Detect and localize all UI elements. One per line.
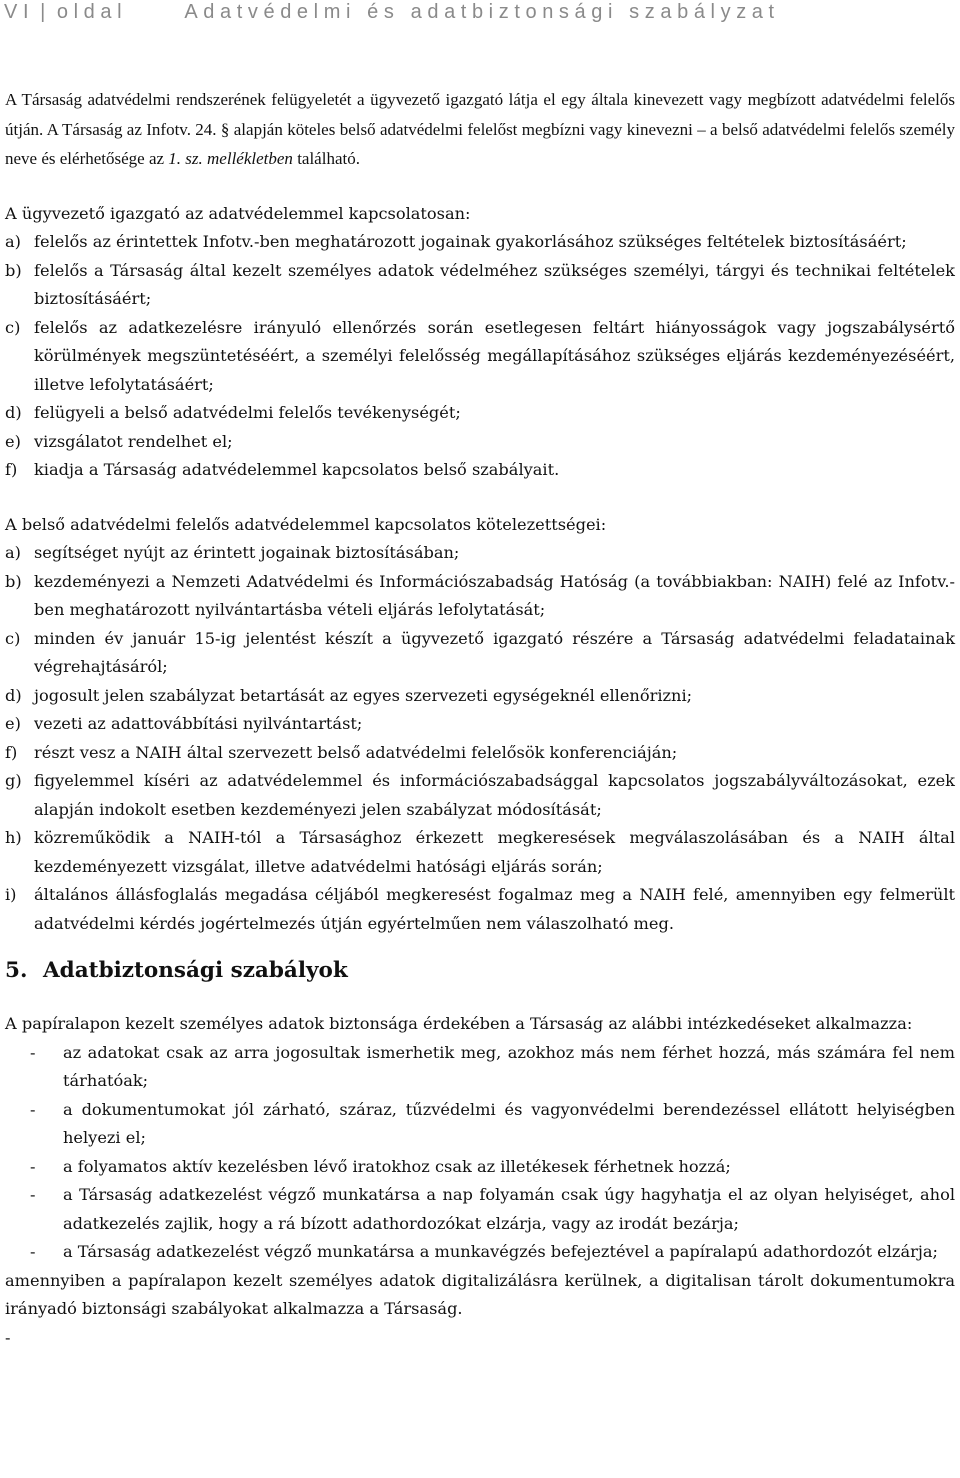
security-measure-item xyxy=(5,1238,955,1267)
list-item-text: vezeti az adattovábbítási nyilvántartást; xyxy=(34,714,363,733)
officer-duty-item xyxy=(5,710,955,739)
director-duty-item xyxy=(5,399,955,428)
bullet-dash: - xyxy=(30,1099,36,1119)
list-item-text: segítséget nyújt az érintett jogainak biztosításában; xyxy=(34,543,460,562)
bullet-text: az adatokat csak az arra jogosultak ismerhetik meg, azokhoz más nem férhet hozzá, más számára fel nem tárhatóak; xyxy=(63,1042,955,1090)
page-header xyxy=(4,0,956,24)
bullet-dash: - xyxy=(30,1156,36,1176)
security-measure-item xyxy=(5,1039,955,1096)
list-item-label: d) xyxy=(5,685,22,705)
list-item-label: e) xyxy=(5,431,21,451)
security-measure-item xyxy=(5,1153,955,1182)
section-closing: amennyiben a papíralapon kezelt személyes adatok digitalizálásra kerülnek, a digitalisan tárolt dokumentumokra irányadó biztonsági szabályokat alkalmazza a Társaság. xyxy=(5,1270,955,1318)
section-title: Adatbiztonsági szabályok xyxy=(43,958,348,983)
director-duty-item xyxy=(5,228,955,257)
bullet-dash: - xyxy=(30,1242,36,1261)
list-item-label: i) xyxy=(5,885,17,904)
list-item-label: b) xyxy=(5,571,22,591)
list-item-label: e) xyxy=(5,714,21,733)
list-item-text: vizsgálatot rendelhet el; xyxy=(34,431,233,451)
bullet-dash: - xyxy=(30,1042,36,1062)
bullet-text: a folyamatos aktív kezelésben lévő iratokhoz csak az illetékesek férhetnek hozzá; xyxy=(63,1156,731,1176)
officer-duty-item xyxy=(5,767,955,824)
list-item-text: figyelemmel kíséri az adatvédelemmel és információszabadsággal kapcsolatos jogszabályváltozásokat, ezek alapján indokolt esetben kezdeményezi jelen szabályzat módosítását; xyxy=(34,771,955,819)
bullet-text: a Társaság adatkezelést végző munkatársa a munkavégzés befejeztével a papíralapú adathordozót elzárja; xyxy=(63,1242,938,1261)
list-item-label: f) xyxy=(5,460,18,479)
section-number: 5. xyxy=(5,958,28,983)
list-item-text: felelős az adatkezelésre irányuló ellenőrzés során esetlegesen feltárt hiányosságok vagy jogszabálysértő körülmények megszüntetéséért, a személyi felelősség megállapításához szükséges eljárás kezdeményezéséért, illetve lefolytatásáért; xyxy=(34,317,955,394)
section-heading xyxy=(5,956,955,986)
director-duty-item xyxy=(5,257,955,314)
officer-duty-item xyxy=(5,568,955,625)
officer-duty-item xyxy=(5,824,955,881)
security-measures-list xyxy=(5,1039,955,1267)
header-separator: | xyxy=(40,1,51,23)
list-item-label: a) xyxy=(5,543,21,562)
list-item-text: jogosult jelen szabályzat betartását az egyes szervezeti egységeknél ellenőrizni; xyxy=(34,685,693,705)
list-item-label: d) xyxy=(5,403,22,422)
officer-duty-item xyxy=(5,881,955,938)
security-measure-item xyxy=(5,1181,955,1238)
list-item-text: kezdeményezi a Nemzeti Adatvédelmi és Információszabadság Hatóság (a továbbiakban: NAIH) felé az Infotv.-ben meghatározott nyilvántartásba vételi eljárás lefolytatását; xyxy=(34,571,955,619)
document-title: Adatvédelmi és adatbiztonsági szabályzat xyxy=(184,1,780,23)
bullet-text: a Társaság adatkezelést végző munkatársa a nap folyamán csak úgy hagyhatja el az olyan helyiséget, ahol adatkezelés zajlik, hogy a rá bízott adathordozókat elzárja, vagy az irodát bezárja; xyxy=(63,1185,955,1233)
bullet-dash: - xyxy=(30,1185,36,1204)
page-label: VI xyxy=(4,1,35,23)
director-duty-item xyxy=(5,428,955,457)
officer-heading: A belső adatvédelmi felelős adatvédelemmel kapcsolatos kötelezettségei: xyxy=(5,514,607,534)
list-item-label: f) xyxy=(5,742,18,762)
officer-duty-item xyxy=(5,739,955,768)
list-item-text: minden év január 15-ig jelentést készít a ügyvezető igazgató részére a Társaság adatvédelmi feladatainak végrehajtásáról; xyxy=(34,628,955,676)
officer-duty-item xyxy=(5,539,955,568)
list-item-label: g) xyxy=(5,771,22,790)
list-item-text: felelős a Társaság által kezelt személyes adatok védelméhez szükséges személyi, tárgyi és technikai feltételek biztosításáért; xyxy=(34,260,955,308)
officer-duties-list xyxy=(5,539,955,938)
list-item-label: b) xyxy=(5,260,22,280)
intro-text-end: található. xyxy=(292,149,360,168)
intro-text: A Társaság adatvédelmi rendszerének felügyeletét a ügyvezető igazgató látja el egy általa kinevezett vagy megbízott adatvédelmi felelős útján. A Társaság az Infotv. 24. § alapján köteles belső adatvédelmi felelőst megbízni vagy kinevezni – a belső adatvédelmi felelős személy neve és elérhetősége az xyxy=(5,90,955,168)
intro-paragraph xyxy=(5,85,955,174)
list-item-text: részt vesz a NAIH által szervezett belső adatvédelmi felelősök konferenciáján; xyxy=(34,742,678,762)
list-item-label: c) xyxy=(5,628,21,648)
list-item-text: kiadja a Társaság adatvédelemmel kapcsolatos belső szabályait. xyxy=(34,460,560,479)
list-item-text: közreműködik a NAIH-tól a Társasághoz érkezett megkeresések megválaszolásában és a NAIH által kezdeményezett vizsgálat, illetve adatvédelmi hatósági eljárás során; xyxy=(34,828,955,876)
section-intro: A papíralapon kezelt személyes adatok biztonsága érdekében a Társaság az alábbi intézkedéseket alkalmazza: xyxy=(5,1014,913,1033)
list-item-label: c) xyxy=(5,317,21,337)
security-measure-item xyxy=(5,1096,955,1153)
director-duty-item xyxy=(5,314,955,400)
list-item-label: a) xyxy=(5,232,21,251)
list-item-text: általános állásfoglalás megadása céljából megkeresést fogalmaz meg a NAIH felé, amennyiben egy felmerült adatvédelmi kérdés jogértelmezés útján egyértelműen nem válaszolható meg. xyxy=(34,885,955,933)
director-duties-list xyxy=(5,228,955,485)
officer-duty-item xyxy=(5,625,955,682)
list-item-text: felügyeli a belső adatvédelmi felelős tevékenységét; xyxy=(34,403,461,422)
bullet-text: a dokumentumokat jól zárható, száraz, tűzvédelmi és vagyonvédelmi berendezéssel ellátott helyiségben helyezi el; xyxy=(63,1099,955,1147)
director-duty-item xyxy=(5,456,955,485)
trailing-dash: - xyxy=(5,1327,11,1347)
page-word: oldal xyxy=(56,1,128,23)
officer-duty-item xyxy=(5,682,955,711)
list-item-text: felelős az érintettek Infotv.-ben meghatározott jogainak gyakorlásához szükséges feltételek biztosításáért; xyxy=(34,232,907,251)
list-item-label: h) xyxy=(5,828,22,847)
intro-annex-reference: 1. sz. mellékletben xyxy=(168,149,293,168)
director-heading: A ügyvezető igazgató az adatvédelemmel kapcsolatosan: xyxy=(5,203,471,223)
document-body xyxy=(5,85,955,1352)
